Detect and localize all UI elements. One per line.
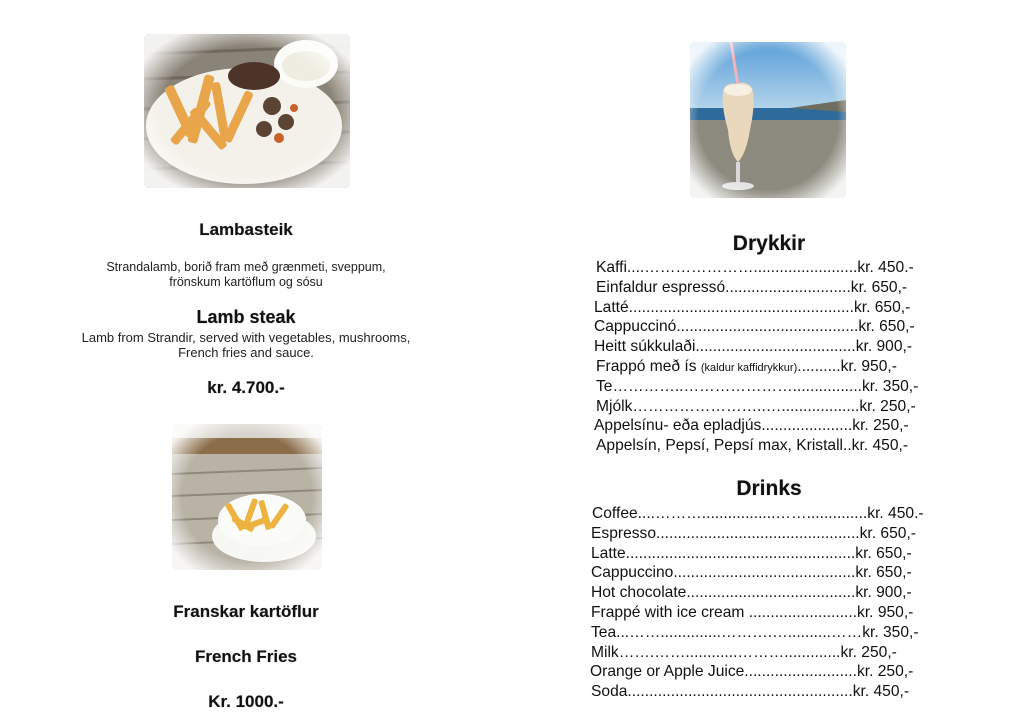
- list-item: Te…………..…………………................kr. 350,-: [596, 377, 919, 395]
- list-item: Milk…….……............……….............kr. 250,-: [591, 643, 897, 661]
- lamb-desc-en: [46, 330, 446, 360]
- list-item: Espresso...............................................kr. 650,-: [591, 524, 916, 542]
- list-item: Appelsín, Pepsí, Pepsí max, Kristall..kr. 450,-: [596, 437, 909, 455]
- list-item: Cappuccino..........................................kr. 650,-: [591, 564, 912, 582]
- fries-title-is: Franskar kartöflur: [173, 602, 319, 621]
- list-item-price: ..........kr. 950,-: [797, 357, 897, 375]
- drinks-list: [591, 504, 956, 702]
- drykkir-heading: Drykkir: [732, 232, 806, 255]
- lamb-title-is: Lambasteik: [199, 220, 293, 239]
- fries-price: Kr. 1000.-: [208, 692, 284, 711]
- french-fries-photo: [172, 424, 322, 570]
- list-item: Heitt súkkulaði.....................................kr. 900,-: [594, 338, 913, 356]
- list-item: Tea...……..............……….…..........……kr. 350,-: [591, 623, 919, 641]
- list-item: Einfaldur espressó.............................kr. 650,-: [596, 278, 908, 296]
- drykkir-list: [594, 258, 954, 456]
- drinks-heading: Drinks: [736, 477, 802, 500]
- list-item: Hot chocolate.......................................kr. 900,-: [591, 584, 912, 602]
- lamb-steak-photo: [144, 34, 350, 188]
- list-item: Frappé with ice cream .........................kr. 950,-: [591, 603, 914, 621]
- list-item-note: (kaldur kaffidrykkur): [700, 361, 798, 374]
- lamb-desc-is-line2: frönskum kartöflum og sósu: [169, 275, 323, 289]
- list-item: Mjólk……………………..…..................kr. 250,-: [596, 397, 916, 415]
- list-item: Latté....................................................kr. 650,-: [594, 298, 911, 316]
- list-item: Orange or Apple Juice..........................kr. 250,-: [590, 663, 914, 681]
- list-item-text: Frappó með ís: [596, 357, 701, 375]
- fries-title-en: French Fries: [194, 647, 298, 666]
- list-item: Coffee....……….................……..............kr. 450.-: [592, 505, 924, 522]
- list-item: Latte.....................................................kr. 650,-: [591, 544, 912, 562]
- lamb-title-en: Lamb steak: [196, 307, 296, 327]
- list-item: Appelsínu- eða epladjús.....................kr. 250,-: [594, 417, 909, 435]
- list-item: Cappuccinó..........................................kr. 650,-: [594, 318, 915, 336]
- iced-coffee-photo: [690, 42, 846, 198]
- lamb-desc-en-line2: French fries and sauce.: [178, 345, 314, 360]
- lamb-price: kr. 4.700.-: [207, 378, 285, 397]
- lamb-desc-en-line1: Lamb from Strandir, served with vegetables, mushrooms,: [81, 330, 411, 345]
- lamb-desc-is-line1: Strandalamb, borið fram með grænmeti, sveppum,: [106, 260, 386, 274]
- list-item: [594, 357, 954, 377]
- list-item: Kaffi....…………………........................kr. 450.-: [596, 259, 914, 276]
- lamb-desc-is: [46, 260, 446, 290]
- list-item: Soda....................................................kr. 450,-: [591, 683, 910, 701]
